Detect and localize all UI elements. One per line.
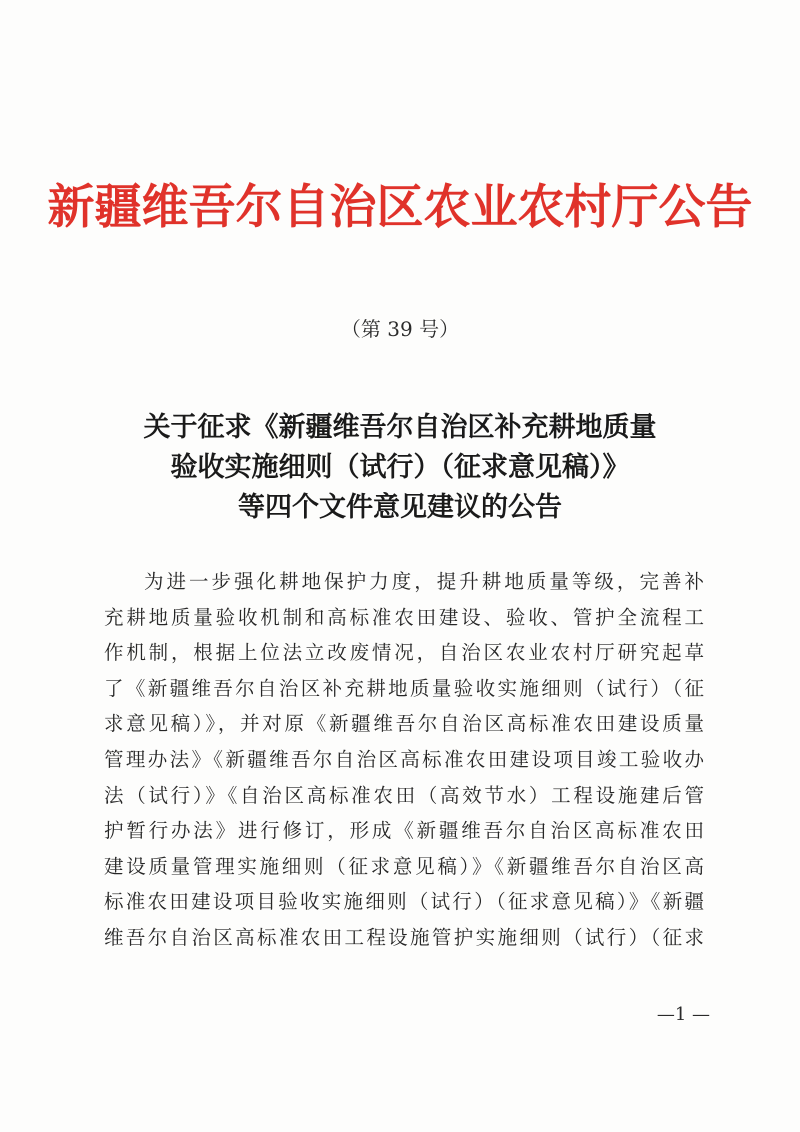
body-line: 作机制，根据上位法立改废情况，自治区农业农村厅研究起草 (104, 641, 704, 665)
body-line: 建设质量管理实施细则（征求意见稿）》《新疆维吾尔自治区高 (104, 854, 704, 878)
body-paragraph (104, 564, 704, 956)
title-line: 验收实施细则（试行）（征求意见稿）》 (170, 452, 630, 483)
body-line: 求意见稿）》，并对原《新疆维吾尔自治区高标准农田建设质量 (104, 712, 704, 736)
body-line: 护暂行办法》进行修订，形成《新疆维吾尔自治区高标准农田 (104, 819, 704, 843)
body-line: 标准农田建设项目验收实施细则（试行）（征求意见稿）》《新疆 (104, 890, 704, 914)
document-number: （第 39 号） (340, 317, 460, 341)
document-title (60, 408, 740, 528)
page-number: —1 — (656, 1004, 710, 1025)
body-line: 法（试行）》《自治区高标准农田（高效节水）工程设施建后管 (104, 783, 704, 807)
body-line: 了《新疆维吾尔自治区补充耕地质量验收实施细则（试行）（征 (104, 676, 704, 700)
body-line: 为进一步强化耕地保护力度，提升耕地质量等级，完善补 (144, 570, 704, 593)
body-line: 充耕地质量验收机制和高标准农田建设、验收、管护全流程工 (104, 605, 704, 629)
body-line: 管理办法》《新疆维吾尔自治区高标准农田建设项目竣工验收办 (104, 747, 704, 771)
title-line: 等四个文件意见建议的公告 (238, 492, 562, 523)
body-line: 维吾尔自治区高标准农田工程设施管护实施细则（试行）（征求 (104, 925, 704, 949)
title-line: 关于征求《新疆维吾尔自治区补充耕地质量 (143, 412, 657, 443)
issuer-header-title: 新疆维吾尔自治区农业农村厅公告 (47, 180, 753, 235)
